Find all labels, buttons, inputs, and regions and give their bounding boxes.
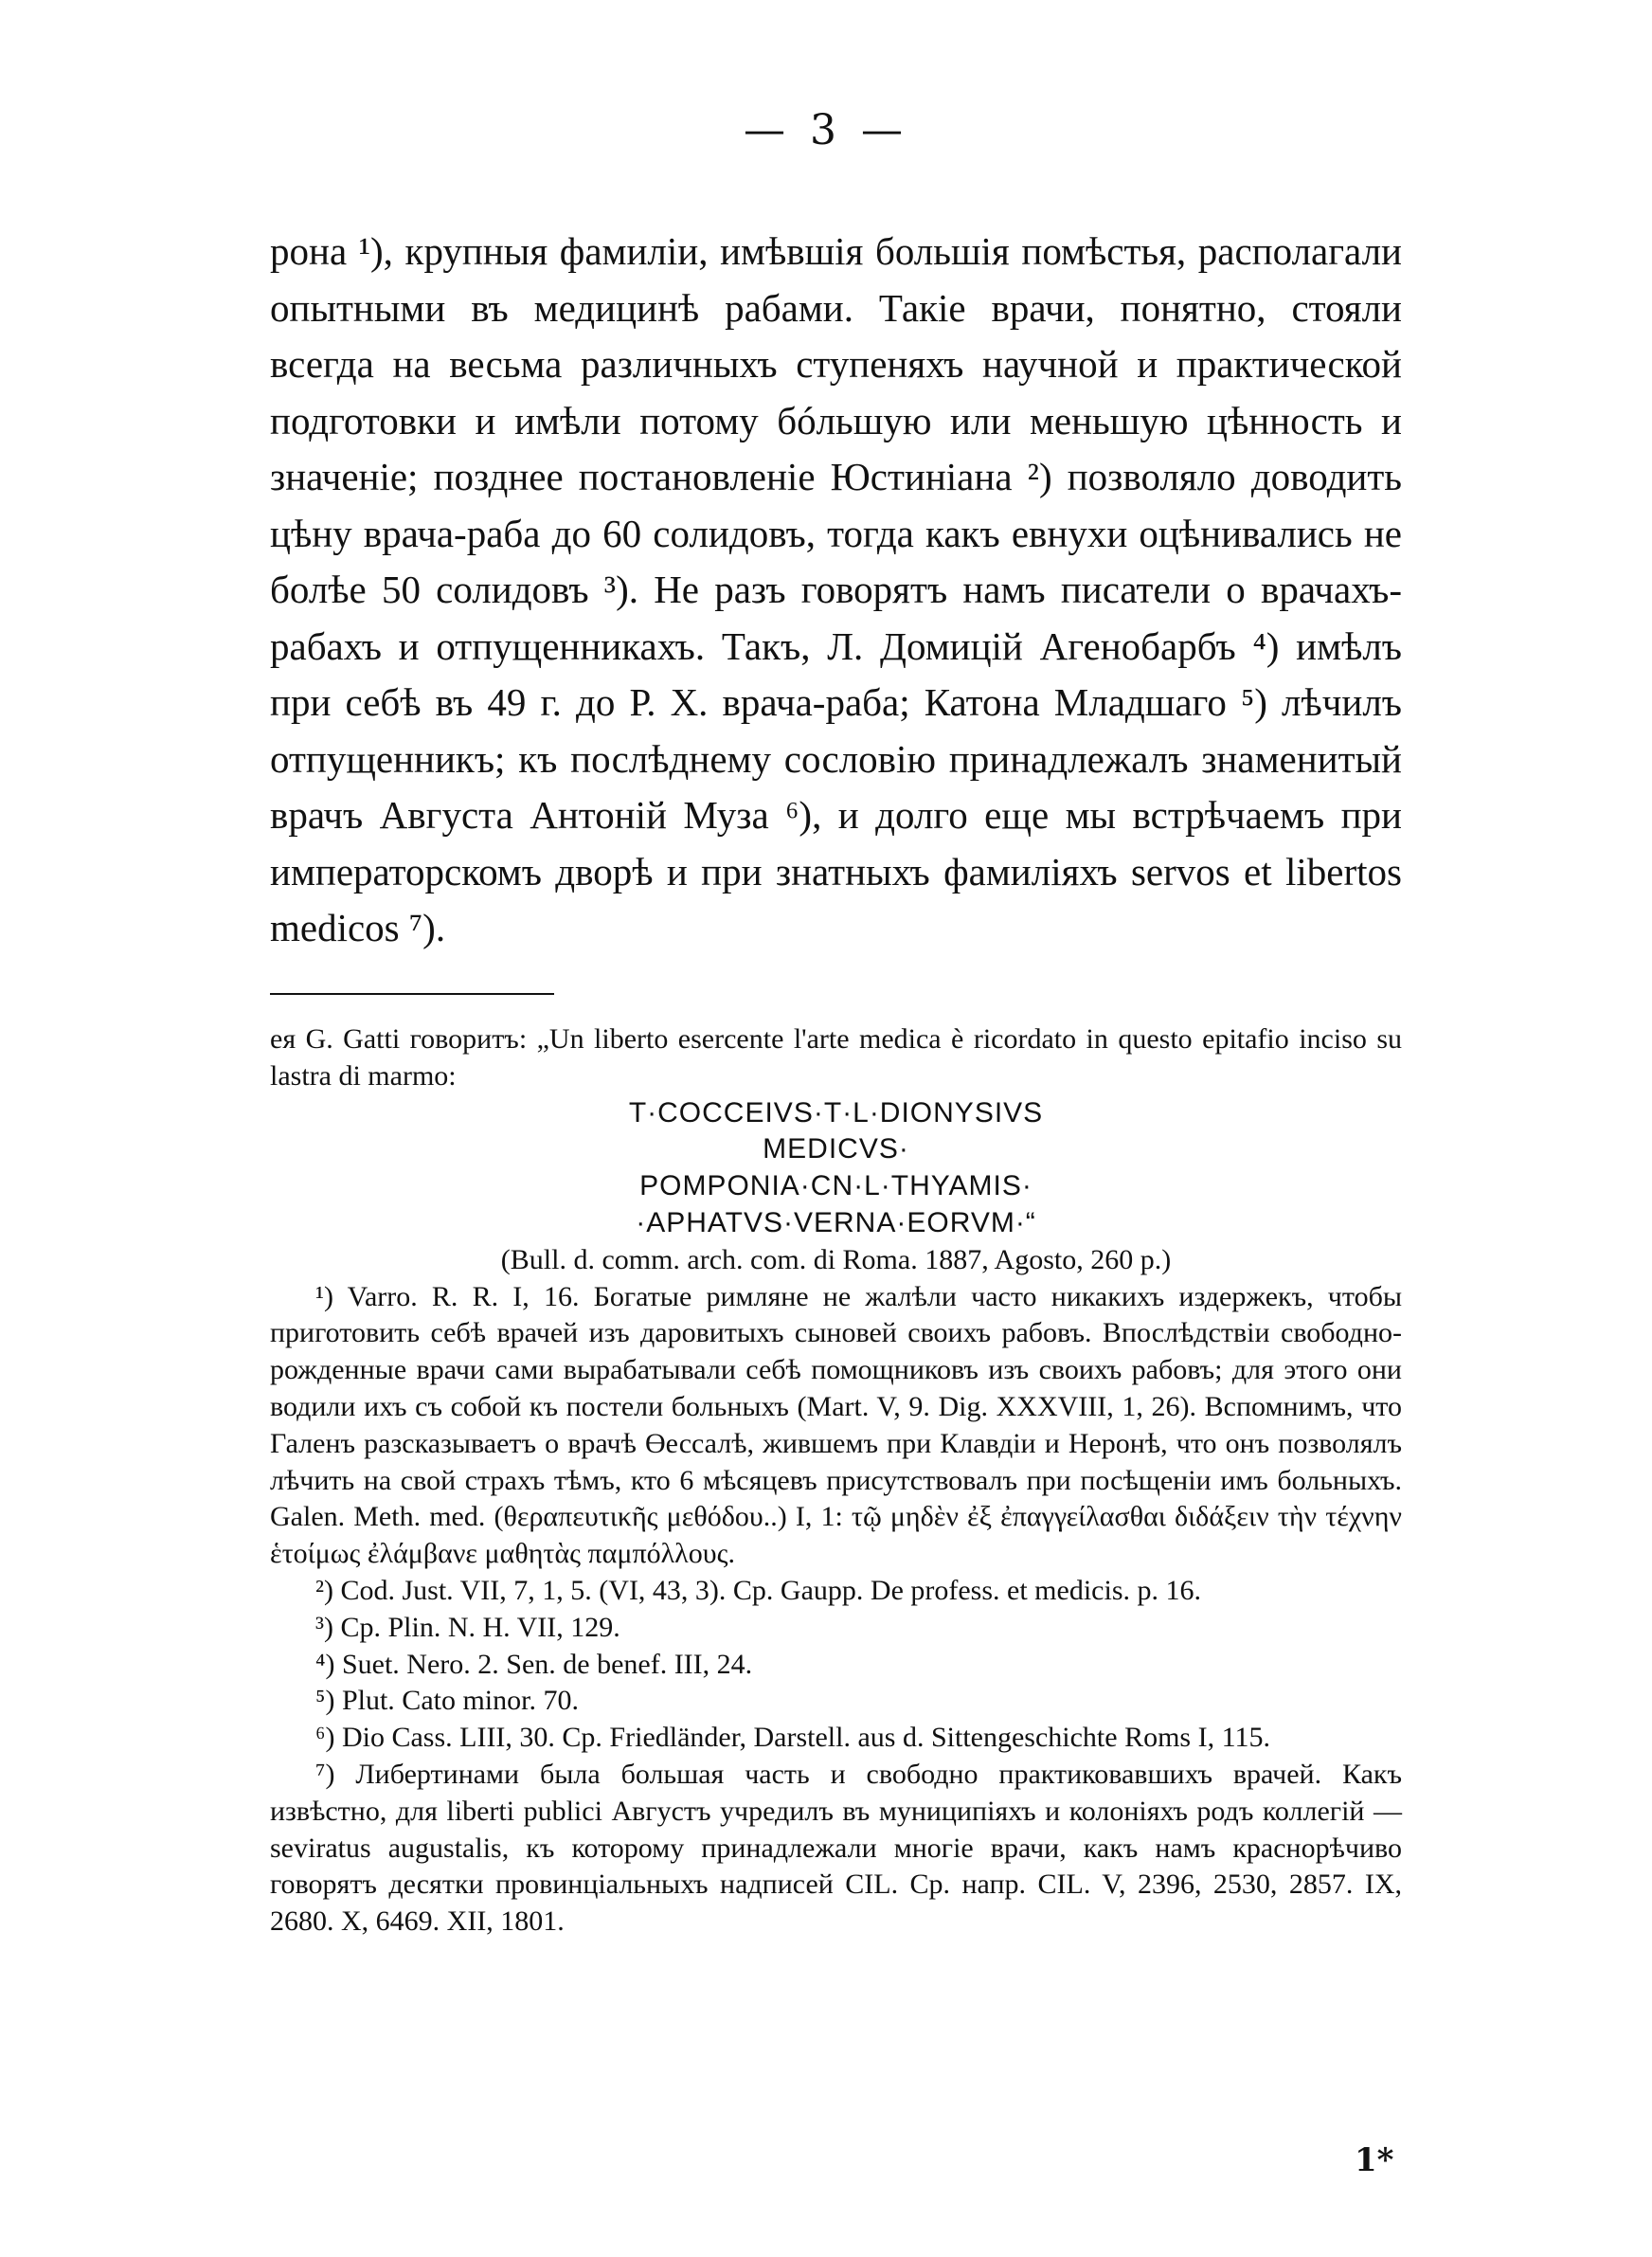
inscription-line: POMPONIA·CN·L·THYAMIS· xyxy=(639,1170,1032,1202)
inscription-line: MEDICVS· xyxy=(763,1133,909,1165)
latin-inscription xyxy=(270,1095,1402,1242)
footnote-continuation: ея G. Gatti говоритъ: „Un liberto esercente l'arte medica è ricordato in questo epitafio inciso su lastra di marmo: xyxy=(270,1023,1402,1092)
footnote-5: ⁵) Plut. Cato minor. 70. xyxy=(315,1685,579,1717)
main-paragraph: рона ¹), крупныя фамиліи, имѣвшія большія помѣстья, располагали опытными въ медицинѣ рабами. Такіе врачи, понятно, стояли всегда на весьма различныхъ ступеняхъ научной и практической подготовки и имѣли потому бóльшую или меньшую цѣнность и значеніе; позднее постановленіе Юстиніана ²) позволяло доводить цѣну врача-раба до 60 солидовъ, тогда какъ евнухи оцѣнивались не болѣе 50 солидовъ ³). Не разъ говорятъ намъ писатели о врачахъ-рабахъ и отпущенникахъ. Такъ, Л. Домицій Агенобарбъ ⁴) имѣлъ при себѣ въ 49 г. до Р. Х. врача-раба; Катона Младшаго ⁵) лѣчилъ отпущенникъ; къ послѣднему сословію принадлежалъ знаменитый врачъ Августа Антоній Муза ⁶), и долго еще мы встрѣчаемъ при императорскомъ дворѣ и при знатныхъ фамиліяхъ servos et libertos medicos ⁷). xyxy=(270,229,1402,949)
footnotes-section xyxy=(270,1021,1402,1941)
footnote-7: ⁷) Либертинами была большая часть и свободно практиковавшихъ врачей. Какъ извѣстно, для liberti publici Августъ учредилъ въ муниципіяхъ и колоніяхъ родъ коллегій — seviratus augustalis, къ которому принадлежали многіе врачи, какъ намъ краснорѣчиво говорятъ десятки провинціальныхъ надписей CIL. Ср. напр. CIL. V, 2396, 2530, 2857. IX, 2680. X, 6469. XII, 1801. xyxy=(270,1758,1402,1938)
footnote-divider xyxy=(270,993,554,995)
inscription-line: T·COCCEIVS·T·L·DIONYSIVS xyxy=(628,1096,1044,1128)
footnote-6: ⁶) Dio Cass. LIII, 30. Ср. Friedländer, Darstell. aus d. Sittengeschichte Roms I, 115. xyxy=(315,1722,1270,1754)
footnote-1: ¹) Varro. R. R. I, 16. Богатые римляне не жалѣли часто никакихъ издержекъ, чтобы приготовить себѣ врачей изъ даровитыхъ сыновей своихъ рабовъ. Впослѣдствіи свободно-рожденные врачи сами вырабатывали себѣ помощниковъ изъ своихъ рабовъ; для этого они водили ихъ съ собой къ постели больныхъ (Mart. V, 9. Dig. XXXVIII, 1, 26). Вспомнимъ, что Галенъ разсказываетъ о врачѣ Өессалѣ, жившемъ при Клавдіи и Неронѣ, что онъ позволялъ лѣчить на свой страхъ тѣмъ, кто 6 мѣсяцевъ присутствовалъ при посѣщеніи имъ больныхъ. Galen. Meth. med. (θεραπευτικῆς μεθόδου..) I, 1: τῷ μηδὲν ἐξ ἐπαγγείλασθαι διδάξειν τὴν τέχνην ἑτοίμως ἐλάμβανε μαθητὰς παμπόλλους. xyxy=(270,1280,1402,1570)
footnote-3: ³) Ср. Plin. N. H. VII, 129. xyxy=(315,1611,620,1643)
inscription-line: ·APHATVS·VERNA·EORVM·“ xyxy=(636,1206,1036,1238)
signature-mark: 1* xyxy=(1355,2141,1394,2179)
footnote-4: ⁴) Suet. Nero. 2. Sen. de benef. III, 24. xyxy=(315,1648,753,1680)
page-number: — 3 — xyxy=(744,106,908,154)
inscription-citation: (Bull. d. comm. arch. com. di Roma. 1887, Agosto, 260 p.) xyxy=(500,1243,1172,1275)
footnote-2: ²) Cod. Just. VII, 7, 1, 5. (VI, 43, 3). Ср. Gaupp. De profess. et medicis. p. 16. xyxy=(315,1574,1201,1606)
